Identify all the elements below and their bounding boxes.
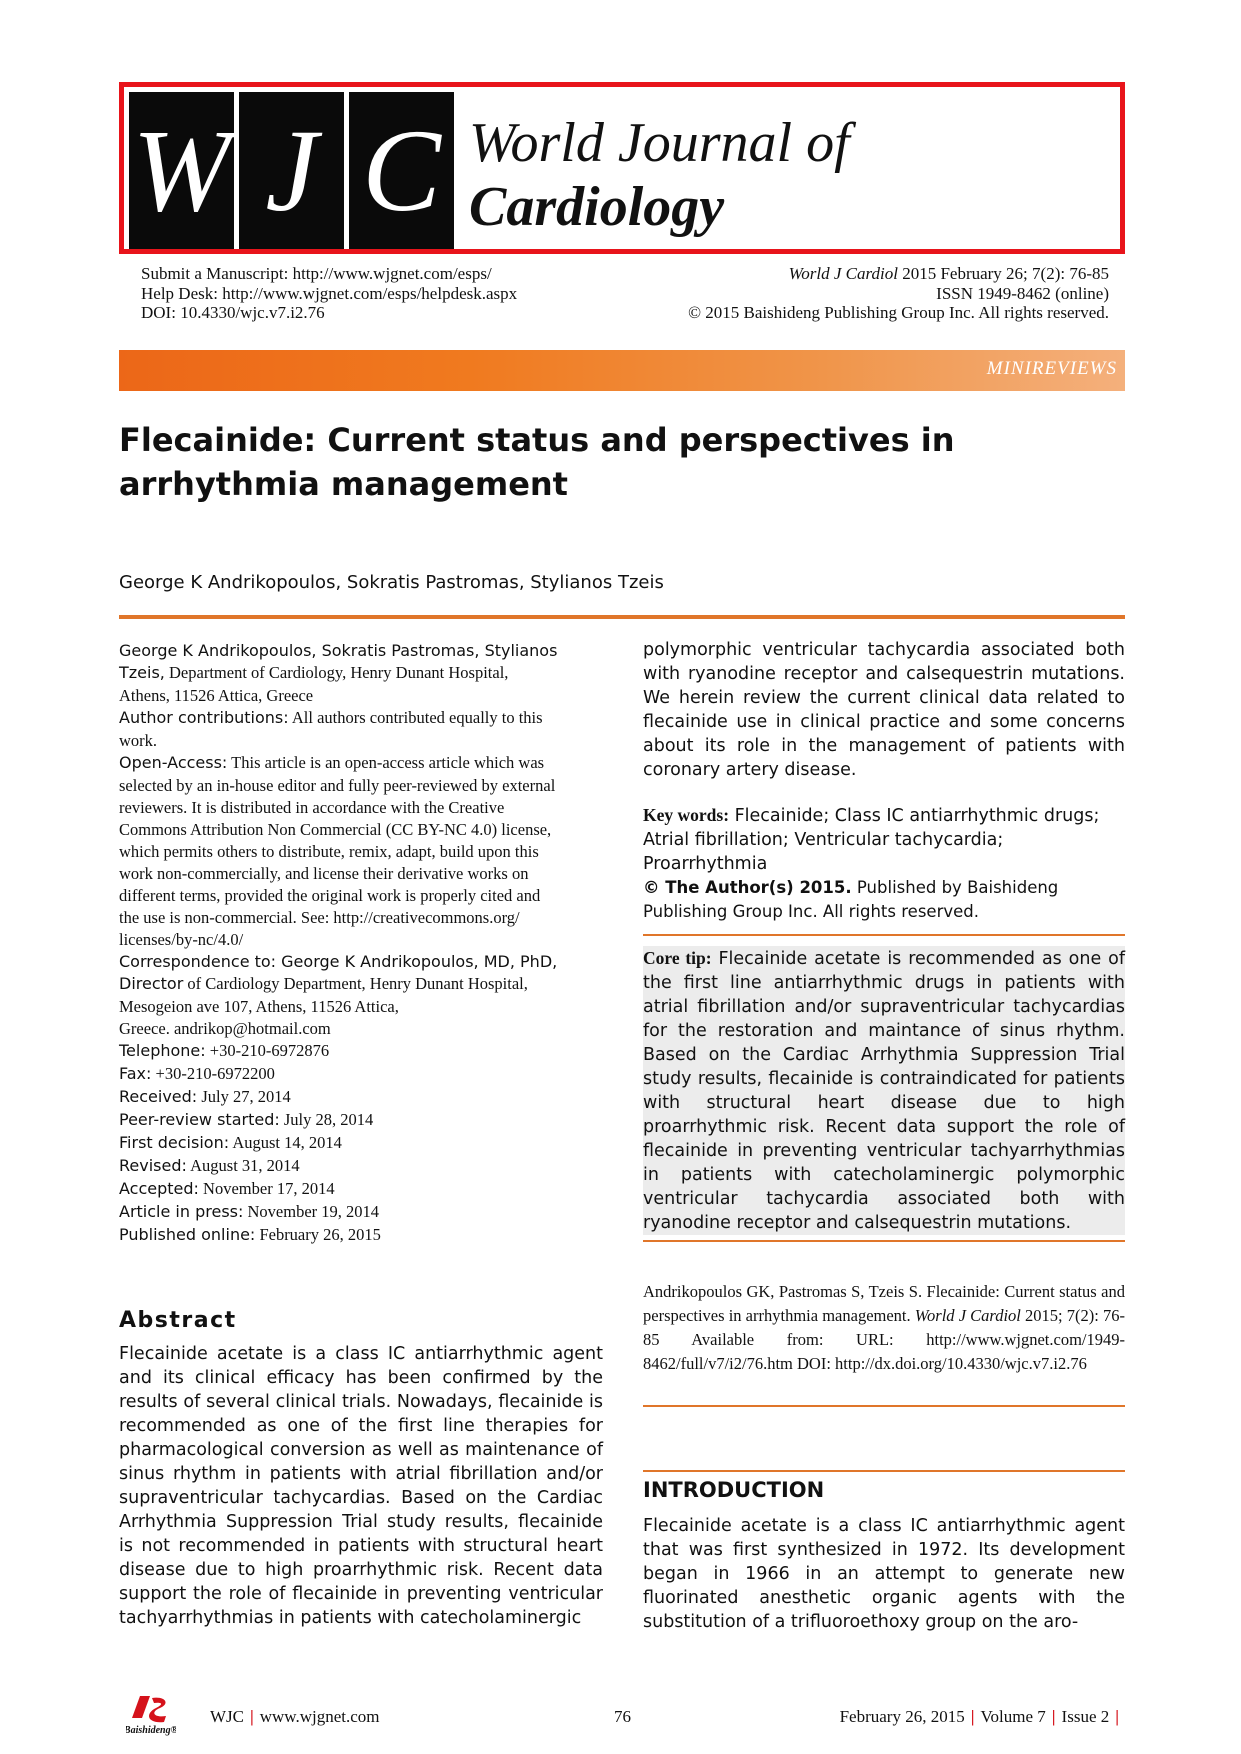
page-number: 76 xyxy=(614,1707,631,1726)
article-info xyxy=(119,640,601,1247)
copyright: © 2015 Baishideng Publishing Group Inc. All rights reserved. xyxy=(688,303,1109,322)
field-value: November 19, 2014 xyxy=(243,1202,380,1221)
submit-link[interactable]: Submit a Manuscript: http://www.wjgnet.com/esps/ xyxy=(141,264,492,283)
field-label: Published online: xyxy=(119,1225,256,1244)
article-authors: George K Andrikopoulos, Sokratis Pastromas, Stylianos Tzeis xyxy=(119,572,664,593)
affiliation-address: Athens, 11526 Attica, Greece xyxy=(119,686,314,705)
contrib-label: Author contributions: xyxy=(119,708,289,727)
author-copyright xyxy=(643,876,1125,924)
journal-masthead xyxy=(119,82,1125,254)
journal-title-line1: World Journal of xyxy=(469,112,850,174)
field-label: Received: xyxy=(119,1087,198,1106)
section-label: MINIREVIEWS xyxy=(986,358,1117,379)
field-value: November 17, 2014 xyxy=(198,1179,335,1198)
field-value: +30-210-6972876 xyxy=(205,1041,330,1060)
field-value: July 27, 2014 xyxy=(197,1087,291,1106)
footer-separator: | xyxy=(1115,1707,1119,1726)
oa-label: Open-Access: xyxy=(119,753,228,772)
journal-title-line2: Cardiology xyxy=(469,176,725,238)
footer-date: February 26, 2015 xyxy=(839,1707,965,1726)
meta-right xyxy=(688,264,1109,323)
citation-prefix: Andrikopoulos GK, Pastromas S, Tzeis S. Flecainide: Current status and perspectives in arrhythmia management. xyxy=(643,1282,1125,1325)
divider xyxy=(643,1405,1125,1407)
footer-separator: | xyxy=(250,1707,254,1726)
field-label: Telephone: xyxy=(119,1041,206,1060)
journal-citation xyxy=(688,264,1109,284)
oa-line: reviewers. It is distributed in accordance with the Creative xyxy=(119,798,505,817)
footer-issue: Issue 2 xyxy=(1061,1707,1110,1726)
footer-separator: | xyxy=(970,1707,975,1726)
oa-line: work non-commercially, and license their derivative works on xyxy=(119,864,529,883)
core-tip-box xyxy=(643,946,1125,1235)
abstract-text: Flecainide acetate is a class IC antiarrhythmic agent and its clinical efficacy has been confirmed by the results of several clinical trials. Nowadays, flecainide is recommended as one of the first line therapies for pharmacological conversion as well as maintenance of sinus rhythm in patients with atrial fibrillation and/or supraventricular tachycardias. Based on the Cardiac Arrhythmia Suppression Trial study results, flecainide is not recommended in patients with structural heart disease due to high proarrhythmic risk. Recent data support the role of flecainide in preventing ventricular tachyarrhythmias in patients with catecholaminergic xyxy=(119,1344,603,1628)
masthead-letter-c: C xyxy=(349,92,454,249)
footer-separator: | xyxy=(1051,1707,1056,1726)
abstract-heading: Abstract xyxy=(119,1308,237,1333)
meta-left xyxy=(141,264,517,323)
citation-box xyxy=(643,1280,1125,1376)
affiliation-dept: Department of Cardiology, Henry Dunant Hospital, xyxy=(164,663,509,682)
introduction-text: Flecainide acetate is a class IC antiarrhythmic agent that was first synthesized in 1972. Its development began in 1966 in an attempt to generate new fluorinated anesthetic organic agents with the substitution of a trifluoroethoxy group on the aro- xyxy=(643,1516,1125,1632)
issn: ISSN 1949-8462 (online) xyxy=(936,283,1109,303)
oa-line: the use is non-commercial. See: http://creativecommons.org/ xyxy=(119,908,520,927)
citation-rest: 2015 February 26; 7(2): 76-85 xyxy=(897,264,1109,283)
keywords-label: Key words: xyxy=(643,805,730,825)
footer-journal: WJC xyxy=(210,1707,244,1726)
logo-text: Baishideng® xyxy=(126,1725,176,1736)
divider xyxy=(119,615,1125,619)
divider xyxy=(643,934,1125,936)
masthead-letter-w: W xyxy=(129,92,234,249)
correspondence-address: Mesogeion ave 107, Athens, 11526 Attica, xyxy=(119,997,399,1016)
abstract-continued: polymorphic ventricular tachycardia associated both with ryanodine receptor and calsequestrin mutations. We herein review the current clinical data related to flecainide use in clinical practice and some concerns about its role in the management of patients with coronary artery disease. xyxy=(643,640,1125,780)
baishideng-logo-icon xyxy=(126,1692,176,1736)
oa-line: licenses/by-nc/4.0/ xyxy=(119,930,244,949)
oa-line: selected by an in-house editor and fully peer-reviewed by external xyxy=(119,776,556,795)
correspondence-role: Director xyxy=(119,974,184,993)
field-label: First decision: xyxy=(119,1133,230,1152)
doi-text: DOI: 10.4330/wjc.v7.i2.76 xyxy=(141,303,325,322)
affiliation-names-line1: George K Andrikopoulos, Sokratis Pastromas, Stylianos xyxy=(119,641,558,660)
section-bar xyxy=(119,350,1125,391)
journal-abbr: World J Cardiol xyxy=(788,264,898,283)
introduction-heading: INTRODUCTION xyxy=(643,1478,825,1502)
field-label: Accepted: xyxy=(119,1179,199,1198)
author-copyright-text: Published by Baishideng Publishing Group Inc. All rights reserved. xyxy=(643,878,1059,921)
oa-line: different terms, provided the original work is properly cited and xyxy=(119,886,541,905)
field-label: Article in press: xyxy=(119,1202,244,1221)
keywords xyxy=(643,803,1125,876)
helpdesk-link[interactable]: Help Desk: http://www.wjgnet.com/esps/helpdesk.aspx xyxy=(141,283,518,303)
article-title: Flecainide: Current status and perspectives in arrhythmia management xyxy=(119,421,955,503)
author-copyright-bold: © The Author(s) 2015. xyxy=(643,878,852,897)
oa-line: Commons Attribution Non Commercial (CC BY-NC 4.0) license, xyxy=(119,820,552,839)
field-label: Peer-review started: xyxy=(119,1110,280,1129)
baishideng-logo xyxy=(126,1692,176,1736)
correspondence-label: Correspondence to: George K Andrikopoulos, MD, PhD, xyxy=(119,952,558,971)
citation-journal: World J Cardiol xyxy=(910,1306,1021,1325)
field-value: August 31, 2014 xyxy=(186,1156,300,1175)
correspondence-dept: of Cardiology Department, Henry Dunant Hospital, xyxy=(183,974,528,993)
core-tip-label: Core tip: xyxy=(643,948,712,968)
footer-left xyxy=(210,1707,380,1727)
footer-volume: Volume 7 xyxy=(980,1707,1046,1726)
field-value: February 26, 2015 xyxy=(255,1225,381,1244)
affiliation-names-line2: Tzeis, xyxy=(119,663,165,682)
divider xyxy=(643,1470,1125,1472)
footer-url[interactable]: www.wjgnet.com xyxy=(259,1707,380,1726)
masthead-letter-j: J xyxy=(239,92,344,249)
divider xyxy=(643,1240,1125,1242)
field-label: Fax: xyxy=(119,1064,152,1083)
field-value: July 28, 2014 xyxy=(279,1110,374,1129)
contrib-text: All authors contributed equally to this xyxy=(288,708,543,727)
oa-line: which permits others to distribute, remix, adapt, build upon this xyxy=(119,842,539,861)
field-value: August 14, 2014 xyxy=(229,1133,342,1152)
contrib-text-l2: work. xyxy=(119,731,158,750)
oa-line: This article is an open-access article which was xyxy=(227,753,545,772)
core-tip-text: Flecainide acetate is recommended as one of the first line antiarrhythmic drugs in patients with atrial fibrillation and/or supraventricular tachycardias for the restoration and maintance of sinus rhythm. Based on the Cardiac Arrhythmia Suppression Trial study results, flecainide is contraindicated for patients with structural heart disease due to high proarrhythmic risk. Recent data support the role of flecainide in preventing ventricular tachyarrhythmias in patients with catecholaminergic polymorphic ventricular tachycardia associated both with ryanodine receptor and calsequestrin mutations. xyxy=(643,949,1126,1233)
correspondence-email: Greece. andrikop@hotmail.com xyxy=(119,1019,331,1038)
field-value: +30-210-6972200 xyxy=(151,1064,275,1083)
field-label: Revised: xyxy=(119,1156,187,1175)
keywords-text: Flecainide; Class IC antiarrhythmic drugs; Atrial fibrillation; Ventricular tachycardia; Proarrhythmia xyxy=(643,806,1100,874)
footer-right xyxy=(840,1707,1125,1727)
citation-rest[interactable]: 2015; 7(2): 76-85 Available from: URL: http://www.wjgnet.com/1949-8462/full/v7/i2/76.htm DOI: http://dx.doi.org/10.4330/wjc.v7.i2.76 xyxy=(643,1306,1126,1373)
